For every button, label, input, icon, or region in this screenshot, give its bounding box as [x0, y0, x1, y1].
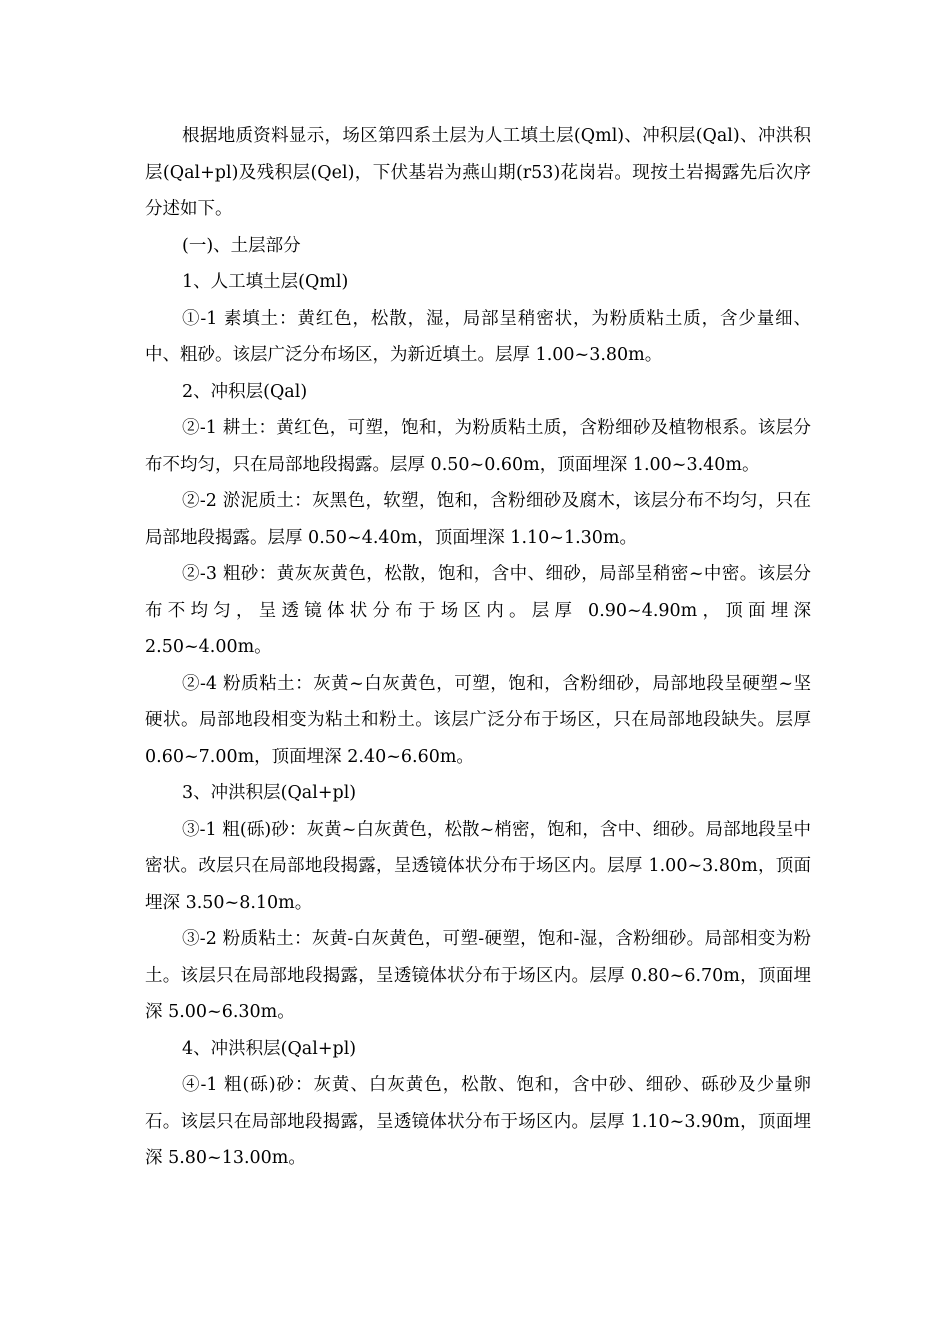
- layer-description: ③-2 粉质粘土：灰黄-白灰黄色，可塑-硬塑，饱和-湿，含粉细砂。局部相变为粉土。该层只在局部地段揭露，呈透镜体状分布于场区内。层厚 0.80~6.70m，顶面埋深 5.00~6.30m。: [145, 929, 811, 1022]
- layer-description: ④-1 粗(砾)砂：灰黄、白灰黄色，松散、饱和，含中砂、细砂、砾砂及少量卵石。该层只在局部地段揭露，呈透镜体状分布于场区内。层厚 1.10~3.90m，顶面埋深 5.80~13.00m。: [145, 1075, 811, 1168]
- layer-description: ②-4 粉质粘土：灰黄~白灰黄色，可塑，饱和，含粉细砂，局部地段呈硬塑~坚硬状。局部地段相变为粘土和粉土。该层广泛分布于场区，只在局部地段缺失。层厚 0.60~7.00m，顶面埋深 2.40~6.60m。: [145, 673, 811, 767]
- subheading-alluvial-pluvial-layer-4: 4、冲洪积层(Qal+pl): [182, 1038, 357, 1059]
- layer-description: ②-1 耕土：黄红色，可塑，饱和，为粉质粘土质，含粉细砂及植物根系。该层分布不均匀，只在局部地段揭露。层厚 0.50~0.60m，顶面埋深 1.00~3.40m。: [145, 418, 811, 475]
- subheading-fill-layer: 1、人工填土层(Qml): [182, 272, 349, 292]
- layer-description: ③-1 粗(砾)砂：灰黄~白灰黄色，松散~梢密，饱和，含中、细砂。局部地段呈中密状。改层只在局部地段揭露，呈透镜体状分布于场区内。层厚 1.00~3.80m，顶面埋深 3.50~8.10m。: [145, 819, 811, 913]
- layer-description: ②-2 淤泥质土：灰黑色，软塑，饱和，含粉细砂及腐木，该层分布不均匀，只在局部地段揭露。层厚 0.50~4.40m，顶面埋深 1.10~1.30m。: [145, 491, 811, 548]
- subheading-alluvial-layer: 2、冲积层(Qal): [182, 381, 308, 402]
- intro-paragraph: 根据地质资料显示，场区第四系土层为人工填土层(Qml)、冲积层(Qal)、冲洪积层(Qal+pl)及残积层(Qel)，下伏基岩为燕山期(r53)花岗岩。现按土岩揭露先后次序分述如下。: [145, 126, 811, 219]
- document-body: [145, 118, 811, 1177]
- layer-description: ②-3 粗砂：黄灰灰黄色，松散，饱和，含中、细砂，局部呈稍密~中密。该层分布不均匀，呈透镜体状分布于场区内。层厚 0.90~4.90m，顶面埋深 2.50~4.00m。: [145, 564, 811, 657]
- section-heading-soil: (一)、土层部分: [182, 235, 301, 256]
- layer-description: ①-1 素填土：黄红色，松散，湿，局部呈稍密状，为粉质粘土质，含少量细、中、粗砂。该层广泛分布场区，为新近填土。层厚 1.00~3.80m。: [145, 308, 811, 365]
- subheading-alluvial-pluvial-layer: 3、冲洪积层(Qal+pl): [182, 783, 357, 803]
